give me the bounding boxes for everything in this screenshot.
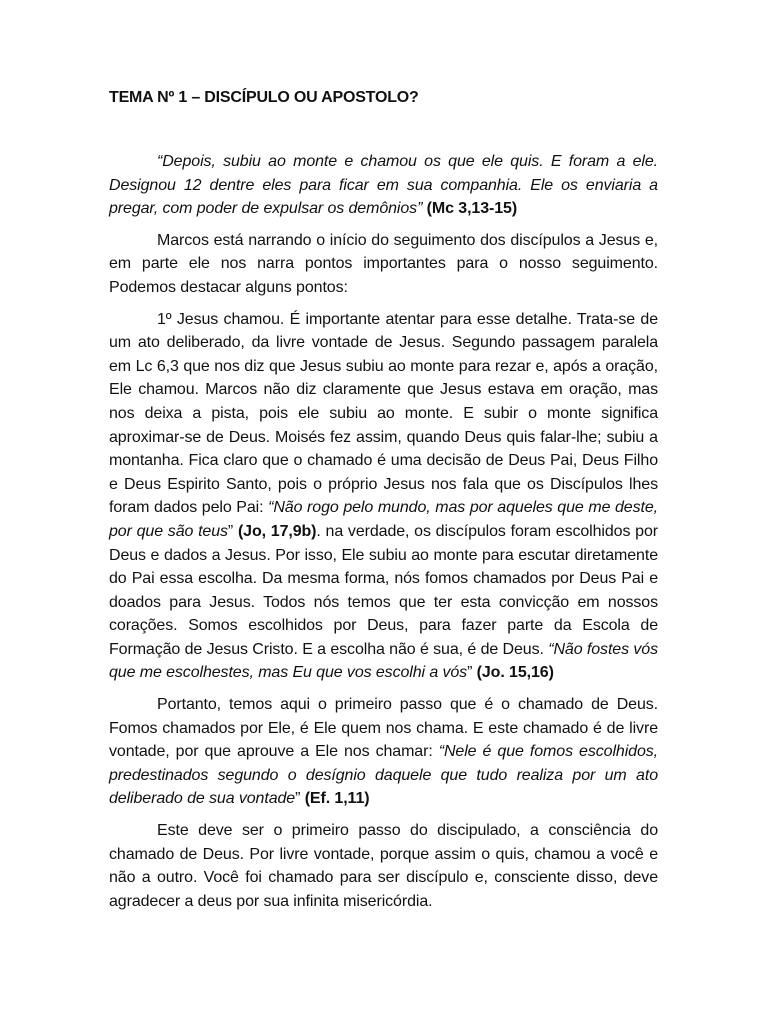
text-segment: Este deve ser o primeiro passo do discipulado, a consciência do chamado de Deus. Por livre vontade, porque assim o quis, chamou a você e não a outro. Você foi chamado para ser discípulo e, consciente disso, deve agradecer a deus por sua infinita misericórdia. [109,822,658,910]
bible-reference: (Jo. 15,16) [476,664,554,682]
paragraph-5 [109,819,658,913]
text-segment: 1º Jesus chamou. É importante atentar para esse detalhe. Trata-se de um ato deliberado, da livre vontade de Jesus. Segundo passagem paralela em Lc 6,3 que nos diz que Jesus subiu ao monte para rezar e, após a oração, Ele chamou. Marcos não diz claramente que Jesus estava em oração, mas nos deixa a pista, pois ele subiu ao monte. E subir o monte significa aproximar-se de Deus. Moisés fez assim, quando Deus quis falar-lhe; subiu a montanha. Fica claro que o chamado é uma decisão de Deus Pai, Deus Filho e Deus Espirito Santo, pois o próprio Jesus nos fala que os Discípulos lhes foram dados pelo Pai: [109,310,658,517]
bible-quote: “Não rogo pelo mundo, mas por aqueles que me deste, por que são teus [109,499,658,540]
text-segment: ” [295,790,305,808]
text-segment: . na verdade, os discípulos foram escolhidos por Deus e dados a Jesus. Por isso, Ele subiu ao monte para escutar diretamente do Pai essa escolha. Da mesma forma, nós fomos chamados por Deus Pai e doados para Jesus. Todos nós temos que ter esta convicção em nossos corações. Somos escolhidos por Deus, para fazer parte da Escola de Formação de Jesus Cristo. E a escolha não é sua, é de Deus. [109,522,658,658]
bible-quote: “Nele é que fomos escolhidos, predestinados segundo o desígnio daquele que tudo realiza por um ato deliberado de sua vontade [109,743,658,808]
paragraph-1 [109,150,658,221]
text-segment: Portanto, temos aqui o primeiro passo que é o chamado de Deus. Fomos chamados por Ele, é Ele quem nos chama. E este chamado é de livre vontade, por que aprouve a Ele nos chamar: [109,696,658,761]
bible-reference: (Jo, 17,9b) [237,522,317,540]
bible-reference: (Ef. 1,11) [304,790,370,808]
document-title: TEMA Nº 1 – DISCÍPULO OU APOSTOLO? [109,89,419,106]
text-segment: ” [467,664,477,682]
paragraph-4 [109,693,658,811]
document-page [109,86,658,921]
bible-quote: “Não fostes vós que me escolhestes, mas Eu que vos escolhi a vós [109,640,658,682]
bible-reference: (Mc 3,13-15) [426,200,518,218]
paragraph-3 [109,308,658,686]
text-segment: ” [227,522,238,540]
paragraph-2 [109,229,658,300]
text-segment: Marcos está narrando o início do seguimento dos discípulos a Jesus e, em parte ele nos narra pontos importantes para o nosso seguimento. Podemos destacar alguns pontos: [109,231,658,296]
bible-quote: “Depois, subiu ao monte e chamou os que ele quis. E foram a ele. Designou 12 dentre eles para ficar em sua companhia. Ele os enviaria a pregar, com poder de expulsar os demônios” [109,153,658,218]
